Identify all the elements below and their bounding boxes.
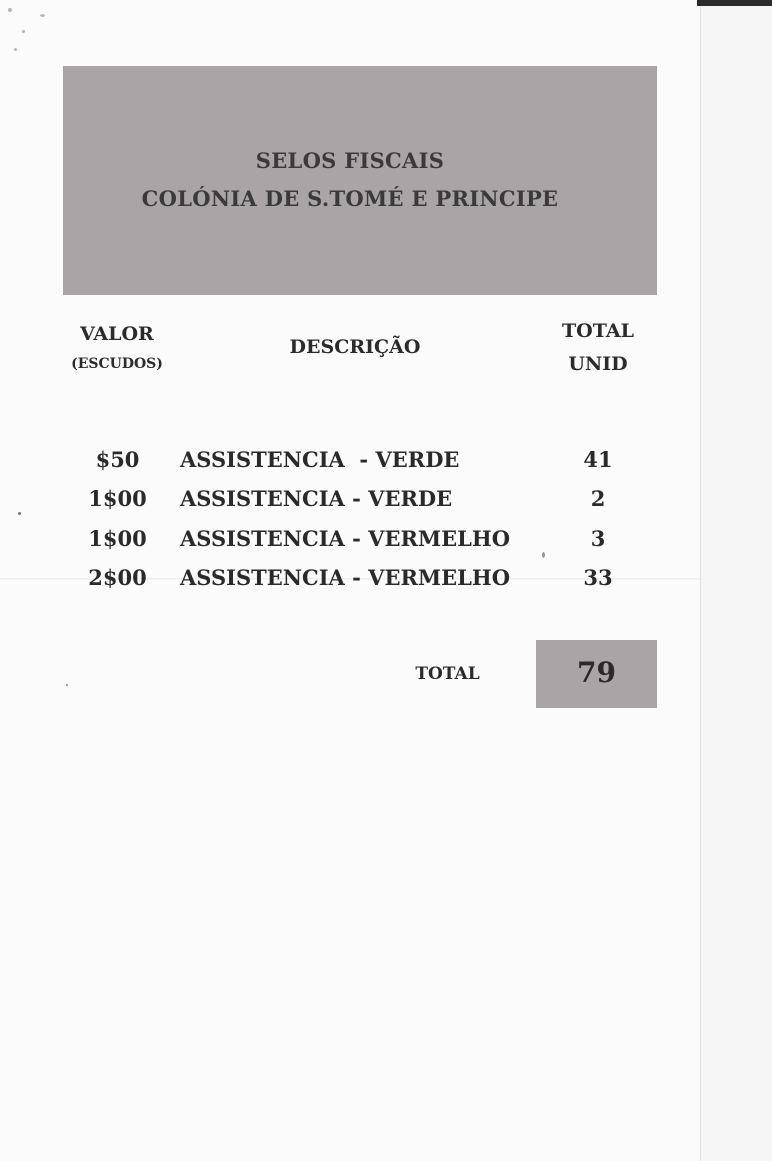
row-unid: 33 [583, 565, 613, 590]
scanner-edge-strip [697, 0, 772, 6]
scanner-background [700, 0, 772, 1161]
column-header-descricao: DESCRIÇÃO [289, 336, 421, 358]
scan-speck [66, 684, 68, 686]
total-label: TOTAL [415, 664, 480, 684]
scan-speck [40, 14, 45, 17]
row-descricao: ASSISTENCIA - VERMELHO [180, 526, 511, 551]
scan-speck [14, 48, 17, 51]
column-header-unid: UNID [568, 353, 628, 375]
column-header-total: TOTAL [562, 320, 634, 342]
row-descricao: ASSISTENCIA - VERDE [180, 447, 460, 472]
row-valor: 1$00 [88, 486, 147, 511]
table-row [0, 526, 700, 566]
table-row [0, 565, 700, 605]
header-banner [63, 66, 657, 295]
scan-speck [8, 8, 12, 12]
row-unid: 3 [590, 526, 606, 551]
total-value: 79 [577, 656, 616, 689]
scan-speck [22, 30, 25, 33]
row-unid: 2 [590, 486, 606, 511]
row-valor: $50 [95, 447, 140, 472]
column-header-valor: VALOR [80, 323, 154, 345]
table-row [0, 447, 700, 487]
row-descricao: ASSISTENCIA - VERMELHO [180, 565, 511, 590]
column-header-valor-unit: (ESCUDOS) [71, 356, 163, 372]
document-title: SELOS FISCAIS [255, 148, 445, 173]
document-subtitle: COLÓNIA DE S.TOMÉ E PRINCIPE [141, 186, 559, 211]
row-valor: 2$00 [88, 565, 147, 590]
total-box [536, 640, 657, 708]
row-valor: 1$00 [88, 526, 147, 551]
row-unid: 41 [583, 447, 613, 472]
row-descricao: ASSISTENCIA - VERDE [180, 486, 453, 511]
table-row [0, 486, 700, 526]
